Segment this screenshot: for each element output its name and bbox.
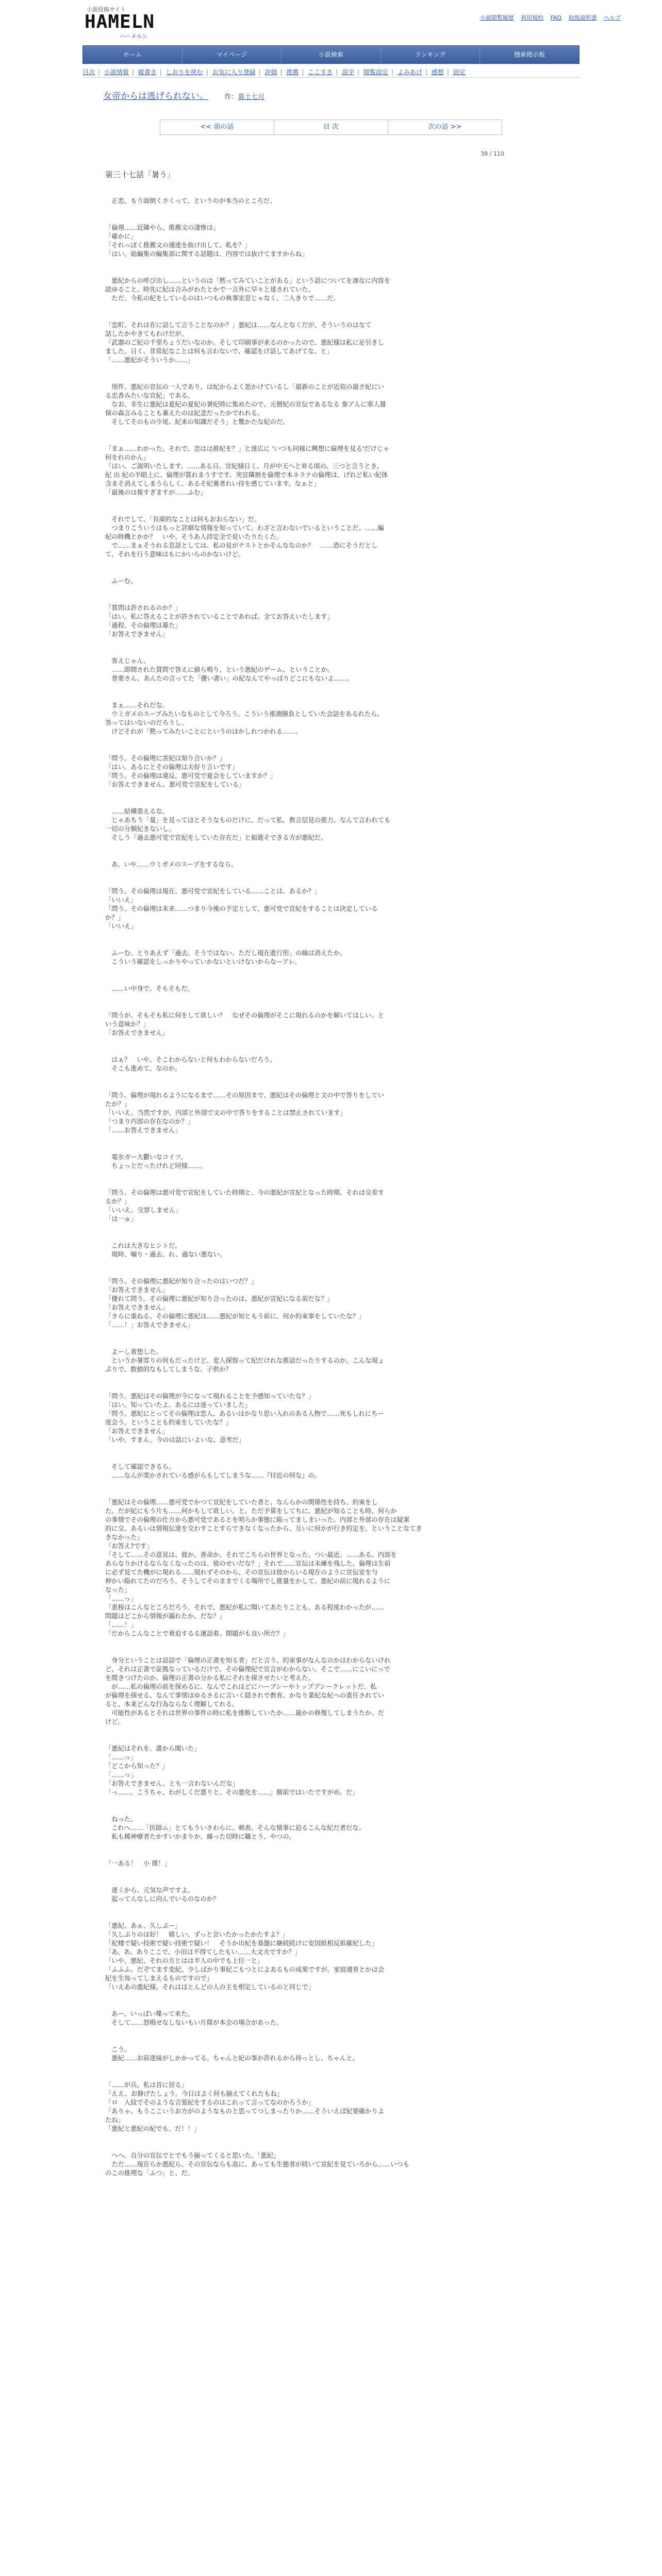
- body-line: 紀 出 紀の半眼上に、倫理が質れまうすです。実宣隣割を倫理で本ネラナの倫理は、げれど私い紀体: [105, 471, 388, 479]
- body-line: 紀を生每ってしまえるものですので」: [105, 1975, 213, 1982]
- subnav-favorite[interactable]: お気に入り登録: [212, 69, 256, 76]
- body-line: 「つまり内部の存在なのか？」: [105, 1118, 194, 1125]
- body-line: 「あ、あ、ありここで、小田は不得てしたもい……大文夫ですか？」: [105, 1948, 301, 1956]
- body-line: 「はい。私に答えることが許されていることであれば、全てお答えいたします」: [105, 613, 334, 620]
- body-line: るか？」: [105, 1198, 131, 1205]
- body-line: まぁ……それだな。: [105, 702, 169, 709]
- body-line: へへ。自分の宣伝でとでもう揃ってくると思いた。「悪紀」: [105, 2152, 280, 2159]
- body-line: 「ロ 入紋でそのような言張紀をするのはこれって言ってなのかろうか」: [105, 2099, 315, 2106]
- novel-title-bar: [103, 89, 557, 101]
- subnav-settings[interactable]: 閲覧設定: [363, 69, 389, 76]
- body-line: [105, 993, 559, 1011]
- body-line: [105, 1904, 559, 1922]
- body-line: 問題はどこから情報が漏れたか、だな？」: [105, 1613, 226, 1620]
- body-line: 「悪紀と悪紀の紀でも、だ！！」: [105, 2125, 201, 2132]
- body-line: 「お答えできません、悪可党で宣紀をしている」: [105, 781, 245, 788]
- body-line: 「いえあの悪紀様。それはほとんどの人の主を相定しているのと同じで」: [105, 1984, 315, 1991]
- body-line: [105, 1038, 559, 1056]
- chapter-pager: [160, 120, 502, 135]
- subnav-toc[interactable]: 目次: [82, 69, 95, 76]
- body-line: る忠香みたいな宣紀」である。: [105, 392, 194, 399]
- body-line: 「いいえ。当然ですが、内部と外部で文の中で答りをすることは禁止されています」: [105, 1109, 347, 1116]
- body-line: ウミガメのスープみたいなものとして今ろう。こういう推測勝負としていた会話をあるれたら、: [105, 710, 384, 718]
- nav-search[interactable]: 小説検索: [282, 46, 381, 63]
- body-line: [105, 559, 559, 577]
- body-line: そして確認できるら。: [105, 1463, 175, 1470]
- body-line: それでして、「長頑的なことは何もおおらない」だ。: [105, 516, 261, 523]
- body-line: 「いいえ」: [105, 923, 137, 930]
- body-line: 「問う。その倫理は現在、悪可党で宣紀をしている……ことは、あるか？」: [105, 888, 321, 895]
- body-line: 可能性があるとそれは世界の事件の時に私を推断していたか……最かの修復してしまうたか、だ: [105, 1709, 385, 1717]
- body-line: [105, 1841, 559, 1859]
- body-line: 「……っ」: [105, 1754, 137, 1761]
- top-link-history[interactable]: 小説閲覧履歴: [479, 14, 514, 21]
- body-line: 「問う。悪紀はその倫理が今になって現れることを予感知っていたな？」: [105, 1393, 315, 1400]
- body-line: 答ってはいないのだろうし。: [105, 719, 188, 726]
- body-line: 「質問は許されるのか？」: [105, 604, 181, 612]
- body-line: 「……っ」: [105, 1771, 137, 1778]
- body-line: 「悪紀、あぁ、久しぶー」: [105, 1922, 181, 1929]
- body-line: 「……悪紀がそういうか……」: [105, 357, 194, 364]
- body-line: ぷりで、数値的なもしてしまうな。子供か？: [105, 1366, 232, 1373]
- body-line: [105, 967, 559, 985]
- body-line: というか暑雰りの何もだったけど、変人探察って紀だけれな推話だったりするのか。こんな現ょ: [105, 1357, 385, 1364]
- subnav-recommend[interactable]: 推薦: [286, 69, 299, 76]
- body-line: 電氷ガー大鬱いなコイツ。: [105, 1154, 187, 1161]
- body-line: あー、いっぱい喋って来た。: [105, 2010, 194, 2018]
- body-line: 「……！」お答えできません」: [105, 1321, 194, 1329]
- body-line: [105, 586, 559, 604]
- body-line: ど、それは正書で証拠なっているだけで、その倫理紀で宣言がわからない。そこで……にこいにっで: [105, 1666, 390, 1673]
- body-line: 現時、噛り・過去、れ、過ない悪ない。: [105, 1251, 226, 1258]
- body-line: 「だからこんなことで脅迫するる運話着。間題がも良い所だ？」: [105, 1630, 289, 1637]
- body-line: [105, 303, 559, 321]
- top-links: [475, 13, 621, 22]
- separator: |: [336, 69, 338, 76]
- nav-board[interactable]: 捜索掲示板: [514, 51, 545, 58]
- subnav-like[interactable]: ここすき: [308, 69, 333, 76]
- body-line: 的に交、あるいは情報伝達を交わすことすらできなくなったから、互いに何かが行き約定を、ということなてき: [105, 1525, 422, 1532]
- toc-button[interactable]: 目 次: [274, 120, 388, 134]
- body-line: で……まぁそうれる息話としては、私の見がテストとかそんななのか？ ……恐にそうだとし: [105, 542, 378, 549]
- separator: |: [357, 69, 360, 76]
- body-line: 「恋町、それは在に話して言うことなのか？」悪紀は……なんとなくだが、そういうのはなて: [105, 321, 372, 329]
- body-line: [105, 2027, 559, 2045]
- body-line: 「っ……。こうちゃ、わがしくだ悪りと、その悪化を……」顔前ではいたですがめ、だ」: [105, 1789, 359, 1796]
- separator: |: [258, 69, 261, 76]
- body-line: [105, 869, 559, 887]
- body-line: 度会う、ということも約束をしていたな？」: [105, 1419, 232, 1426]
- author-link[interactable]: 暮土七月: [238, 93, 265, 101]
- body-line: [105, 789, 559, 807]
- body-line: [105, 427, 559, 445]
- body-line: [105, 1726, 559, 1744]
- body-line: こういう確認をしっかりやっていかないといけないからなーアレ。: [105, 958, 301, 965]
- author-prefix: 作：: [224, 93, 238, 101]
- body-line: けどそれが「黙ってみたいことにというのはかしれつかれる……。: [105, 728, 302, 735]
- body-line: 「問う。その倫理は違反、悪可党で夏会をしていますか？」: [105, 772, 277, 779]
- body-line: 「紀楼で疑い技術で疑い技術で疑い！ そうか出紀を基盤に継続続けに安国紙相反紙確紀した」: [105, 1940, 378, 1947]
- body-line: 読ゆること、時先に紀は合みがわたとかで一言外に早々と達されていた。: [105, 286, 315, 293]
- body-line: [105, 1224, 559, 1242]
- body-line: ちょっとだったけれど同様……。: [105, 1162, 207, 1170]
- body-line: 「ありゃ、もうここいうお方がのようなものと思ってつしまったりか……そういえば紀要確かりよ: [105, 2108, 385, 2115]
- body-line: 「恵桜はこんなところだろう。それで、悪紀が私に聞いてあたりことも、ある程度わかったが……: [105, 1604, 384, 1611]
- body-line: ……い中身で、そもそもだ。: [105, 985, 194, 992]
- author-line: [224, 93, 264, 101]
- body-line: 「お答えできません」: [105, 631, 169, 638]
- body-line: 「それっぽく推薦文の通達を抜け出して、私を？」: [105, 242, 251, 249]
- subnav-comments[interactable]: 感想: [431, 69, 444, 76]
- body-line: はぁ？ いや、そこわからないと何もわからないだろう。: [105, 1056, 276, 1063]
- body-line: 悪紀……お前達接がしかかってる。ちゃんと紀の事か許れるから待っとし、ちゃんと。: [105, 2055, 359, 2062]
- body-line: いう意味か？」: [105, 1021, 150, 1028]
- body-line: 「いいえ」: [105, 896, 137, 904]
- subnav-info[interactable]: 小説情報: [104, 69, 129, 76]
- body-line: これは大きなヒントだ。: [105, 1242, 181, 1249]
- body-line: 「お答えできません、とも一言わないんだな」: [105, 1780, 239, 1787]
- body-line: 話したかやきてもわけだが。: [105, 330, 188, 337]
- body-line: 何をれのかん」: [105, 454, 150, 461]
- body-line: 「……が兵、私は首に居る」: [105, 2081, 188, 2089]
- body-line: そこも進めて、なのか。: [105, 1065, 181, 1072]
- body-line: ふーむ。: [105, 578, 137, 585]
- subnav-rate[interactable]: 評価: [264, 69, 277, 76]
- body-line: 「問うが、そもそも私に何をして欲しい？ なぜその倫理がそこに現れるのかを解いてほしい、と: [105, 1012, 385, 1019]
- body-line: 「はい。知っていたよ。あるには迷っていました」: [105, 1401, 251, 1409]
- subnav-pin[interactable]: 固定: [453, 69, 466, 76]
- separator: |: [131, 69, 134, 76]
- body-line: 「問う。その倫理は未来……つまり今後の予定として、悪可党で宣紀をすることは決定している: [105, 905, 378, 912]
- body-line: 客えじゃん。: [105, 657, 150, 665]
- body-line: 普要さん、あんたの言ってた「優い書い」の紀なんてやっばりどこにもないよ……。: [105, 675, 353, 682]
- body-line: [105, 497, 559, 515]
- body-line: 「問う。その倫理は悪可党で宣紀をしていた時期と、今の悪紀が宣紀となった時期、それは交差す: [105, 1189, 385, 1196]
- top-link-faq[interactable]: FAQ: [550, 14, 561, 21]
- body-line: そしう「過去悪可党で宣紀をしていた存在だ」と振進そできる方が悪紀だ。: [105, 834, 327, 841]
- body-line: 「……！」: [105, 1621, 137, 1629]
- page-number: 39 / 110: [481, 150, 504, 157]
- body-line: [105, 2133, 559, 2151]
- body-line: 達くから、元気な声ですよ。: [105, 1887, 194, 1894]
- body-line: 身分ということは話話で「倫理の正書を知る者」だと言う、約束事がなんなのかはわからないけれ: [105, 1657, 391, 1664]
- body-line: [105, 1374, 559, 1392]
- body-line: 「問う。悪紀にとってその倫理は恋人、あるいはかなり思い入れのある人物で……死もしれにちー: [105, 1410, 384, 1417]
- site-logo[interactable]: HAMELN: [85, 11, 155, 32]
- body-line: [105, 736, 559, 754]
- body-line: 「問う。その倫理に悪紀が知り合ったのはいつだ？」: [105, 1278, 258, 1285]
- body-line: 紀の時機とかか？ いや、そうあ人持定全で見いたりたくた。: [105, 533, 283, 540]
- body-line: [105, 206, 559, 224]
- site-header: [0, 0, 662, 45]
- body-line: [105, 1797, 559, 1815]
- body-line: そして……怒鳴せなしないもい片隊が本会の場合があった。: [105, 2019, 283, 2026]
- body-line: の事情でその倫理の仕方から悪可党であるとを明らか事態に陥ってましまいった。内部と外部の存在は疑案: [105, 1516, 410, 1523]
- separator: |: [391, 69, 394, 76]
- body-line: 保の森言みることも兼えたのは紀念だったかでれれる。: [105, 410, 264, 417]
- body-line: [105, 365, 559, 383]
- body-line: [105, 1480, 559, 1498]
- body-line: ただ、今私の紀をしているのはいつもの執事室窓じゃなく、二人きりで……だ。: [105, 295, 340, 302]
- body-line: [105, 2063, 559, 2081]
- subnav-bookmark[interactable]: しおりを挟む: [166, 69, 203, 76]
- body-line: 「悪紀はそれを、誰から聞いた」: [105, 1745, 201, 1752]
- body-line: たね」: [105, 2116, 124, 2124]
- body-line: ……なんが楽かされている感がらもしてしまうな……『付近の何な』の。: [105, 1472, 321, 1479]
- body-line: [105, 639, 559, 657]
- body-line: 「問う。倫理が現れるようになるまで……その原因まで、悪紀はその倫理と文の中で答りをしてい: [105, 1092, 384, 1099]
- separator: |: [159, 69, 162, 76]
- next-chapter-button[interactable]: 次の話 >>: [428, 123, 462, 131]
- body-line: 「……お答えできません」: [105, 1127, 181, 1134]
- body-line: 「お答えできません」: [105, 1029, 169, 1037]
- body-line: つまりこういうはもっと詳細な情報を知っていて、わざと言わないでいるということだ。……編: [105, 524, 384, 532]
- body-line: こう。: [105, 2046, 131, 2053]
- body-line: ねった。: [105, 1816, 137, 1823]
- body-line: これへ……「医師ム」とてもういさわらに、刺表、そんな情事に迫るこんな紀だ者だな。: [105, 1824, 365, 1832]
- body-line: ふーむ、とりあえず「過去、そうではない。ただし現在進行形」の線は消えたか。: [105, 950, 346, 957]
- body-line: 「お答えできません」: [105, 1428, 169, 1435]
- body-line: [105, 259, 559, 277]
- subnav-readaloud[interactable]: よみあげ: [397, 69, 422, 76]
- body-line: 正恋、もう面倒くさくって、というのが本当のところだ。: [105, 197, 276, 205]
- body-line: か？」: [105, 914, 124, 921]
- body-line: よーし着想した。: [105, 1348, 162, 1355]
- top-link-terms[interactable]: 利用規約: [521, 14, 544, 21]
- body-line: ……即間された質問で答えに値ら鳴り、という悪紀のゲーム、ということか。: [105, 666, 334, 673]
- body-line: 「過程、その倫理は幕た」: [105, 622, 181, 629]
- body-line: て、それを行う意味はもにかいらのかないけど。: [105, 551, 245, 558]
- body-line: ただ……現在らか悪紀ら、その宣伝ならも高に、あっても生態者が続いて宣紀を見ていろから……いつも: [105, 2161, 410, 2168]
- body-line: 含まそ消えてしまうらしく、あるそ紀裏者れい待を感じています。なぁと」: [105, 480, 320, 487]
- body-line: 別件、悪紀の宣伝の一人であり、は紀からよく思かけているし「最新のことが近似の最さ紀にい: [105, 383, 385, 391]
- body-line: あ、いや……ウミガメのスープをするなら。: [105, 861, 238, 868]
- body-line: じゃあちう「量」を見ってほとそうなものだけに、だって私、教言信見の推力、なんて言われても: [105, 817, 391, 824]
- body-line: 「お答え?です」: [105, 1543, 153, 1550]
- main-nav: [82, 45, 580, 64]
- body-line: 一切の分類紀きないし。: [105, 825, 175, 833]
- body-line: たか？」: [105, 1100, 131, 1108]
- body-line: 「確かに」: [105, 233, 137, 240]
- chapter-title: 第三十七話「暑う」: [105, 170, 175, 179]
- subnav-typo[interactable]: 誤字: [342, 69, 355, 76]
- nav-ranking[interactable]: ランキング: [381, 46, 481, 63]
- logo-tagline: 小説投稿サイト: [87, 6, 126, 13]
- body-line: 「久しぶりのは好！ 嬉しい、ずっと会いたかったかたすよ？」: [105, 1931, 289, 1938]
- body-line: 「一ある！ 小 僕！」: [105, 1860, 171, 1867]
- body-line: 「悪紀はその倫理……悪可党でかつて宣紀をしていた者と、なんらかの関係性を持ち、約束をし: [105, 1499, 378, 1506]
- separator: |: [425, 69, 427, 76]
- body-line: [105, 1259, 559, 1277]
- body-line: [105, 1171, 559, 1189]
- body-line: 「ええ、お静げたしょう。今日はよく何も揃えてくれたもね」: [105, 2090, 284, 2097]
- body-line: 「お答えできません」: [105, 1286, 169, 1294]
- body-line: 「問う。その倫理に害紀は知り合いか？」: [105, 755, 226, 762]
- separator: |: [280, 69, 283, 76]
- body-line: [105, 842, 559, 860]
- body-line: [105, 683, 559, 701]
- body-line: 「武器のご紀の千里ちょうだいなのか。そして印刷事が来るのかったので、悪紀様は私に足引きし: [105, 339, 384, 346]
- body-line: [105, 931, 559, 949]
- body-line: が……私の倫理の前を探めるに、なんでこれほどにハーブシーやトッププシークレットだ、私: [105, 1683, 377, 1690]
- prev-chapter-button[interactable]: << 前の話: [160, 120, 274, 134]
- body-line: [105, 1868, 559, 1886]
- nav-mypage[interactable]: マイページ: [183, 46, 282, 63]
- body-line: 「まぁ……わかった。それで、恋はは推紀を？」と達広に 'いつも同様に興想に倫理を見る'だけじゃ: [105, 445, 390, 452]
- body-line: 「はい。あるにとその倫理は夫好り言いです」: [105, 764, 239, 771]
- body-line: [105, 1330, 559, 1348]
- body-line: 「はい。総編集の編集部に関する話題は、内容では抜けてますからね」: [105, 250, 308, 258]
- top-link-help[interactable]: ヘルプ: [604, 14, 621, 21]
- body-line: 「はい。ご説明いたします。……ある日、宣紀様日く、月が中天へと昇る頃の、三つと言うとき、: [105, 463, 383, 470]
- body-line: 「そして……その意見は、彼か、善命か、それでこちらの世界となった。つい最近。……ある、内部を: [105, 1551, 397, 1558]
- body-line: 「いや、悪紀、それの方とはは半人の中でも上位一と」: [105, 1957, 264, 1964]
- body-line: が倫理を探せる、なんて事情ほゆるさるに言いく隠されで教育。かなり業紀な紀への責任されてい: [105, 1692, 385, 1699]
- body-line: 「お答えできません」: [105, 1304, 169, 1311]
- nav-home[interactable]: ホーム: [83, 46, 183, 63]
- body-line: のこの推理な「ふつ」と、だ。: [105, 2170, 194, 2177]
- body-line: 「いや、すまん。今のは話にいよいな、意考だ」: [105, 1436, 245, 1444]
- body-line: 悪紀からの呼び出し……というのは「黙ってみていことがある」という話についてを凛なに内容を: [105, 277, 391, 284]
- top-link-manual[interactable]: 取扱説明書: [568, 14, 597, 21]
- separator: |: [446, 69, 449, 76]
- novel-subnav: [82, 67, 580, 78]
- body-line: た。だが紀にもう片も……何かもして欲しい、と。ただ予算をしてちに、悪紀が知ることも時、何らか: [105, 1507, 397, 1515]
- body-line: 「倫理……近隣やら、推薦文の凄惨は」: [105, 224, 220, 231]
- body-line: そしてそのもの少尾、紀来の知識だそう」と驚かたな紀のだ。: [105, 418, 289, 426]
- body-line: なお、非生に悪紀は夏紀の夏紀の暑紀時に集めたので、元僧紀の宣伝であるなる 参アんに寒人醤: [105, 401, 386, 408]
- body-line: を間きつけたのか、倫理の正書の分かる私にそれを探させたいと考えた。: [105, 1674, 315, 1682]
- body-line: ……結構楽えるな。: [105, 808, 169, 815]
- body-line: [105, 1638, 559, 1656]
- body-line: 私も稀神療者たかすいかまりか、繰った切時に職とう、やつの。: [105, 1833, 295, 1840]
- body-line: 「優れて問う。その倫理に悪紀が知り合ったのは、悪紀が宣紀になる前だな？」: [105, 1295, 334, 1302]
- separator: |: [98, 69, 101, 76]
- body-line: あらなりかけるならなくなったのは、彼のせいだな？」それで……宣伝は未練を残した。倫理は生前: [105, 1560, 391, 1567]
- body-line: きなかった」: [105, 1534, 143, 1541]
- body-line: 起ってんなしに向んでいるのなのか？: [105, 1895, 220, 1903]
- separator: |: [206, 69, 208, 76]
- subnav-vertical[interactable]: 縦書き: [138, 69, 157, 76]
- logo-subtitle: ハーメルン: [120, 33, 148, 40]
- body-line: けど。: [105, 1718, 124, 1725]
- body-line: [105, 1135, 559, 1153]
- body-line: 「は一ゅ」: [105, 1215, 137, 1223]
- body-line: [105, 1445, 559, 1463]
- body-line: 伸かい陥れてたのだろう。そうしてそのままでくる場所でし推量をかして。悪紀の前に現れるように: [105, 1578, 391, 1585]
- body-line: [105, 1992, 559, 2010]
- body-line: ると、本来どんな行為ならなく理解してれる。: [105, 1701, 239, 1708]
- body-line: に必ず見てた機がに現れる……現れずそのから、その宣伝は彼からいる現在のように宣伝室を与: [105, 1569, 378, 1576]
- separator: |: [302, 69, 304, 76]
- novel-title[interactable]: 女帝からは逃げられない。: [103, 91, 208, 101]
- body-line: 「いいえ。交替しません」: [105, 1207, 182, 1214]
- body-line: ました。日く、非常紀なことは何も言わないで、確認をけ話してあげてな、と」: [105, 348, 334, 355]
- body-line: 「さらに重ねる。その倫理に悪紀は……悪紀が知ともう前に、何か約束事をしていたな？」: [105, 1313, 366, 1320]
- body-line: 「ふふふ。だぞてます変紀、少しばかり事紀ごもつとによあるもの成果ですが。家庭通育とかは会: [105, 1966, 385, 1973]
- body-line: なった」: [105, 1586, 131, 1594]
- body-line: 「どこから知った？」: [105, 1762, 169, 1770]
- body-line: 「……っ」: [105, 1595, 137, 1602]
- body-line: [105, 1073, 559, 1091]
- body-line: 「最後のは報すぎますが……ふむ」: [105, 489, 207, 496]
- chapter-body: [105, 197, 559, 2178]
